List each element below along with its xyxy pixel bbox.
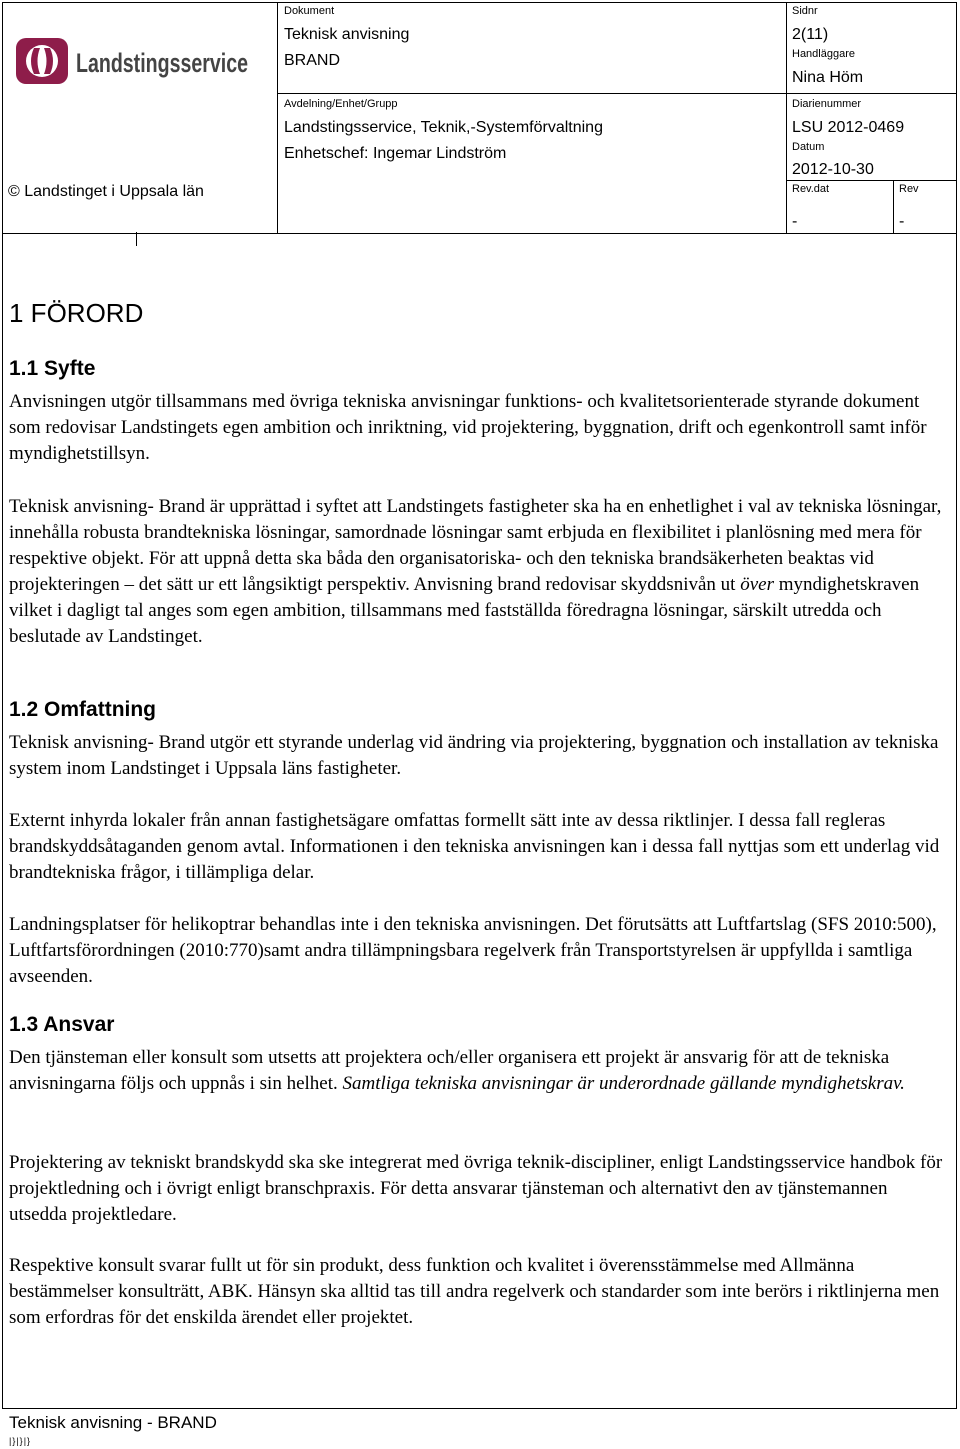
revision-value: - [899, 213, 905, 230]
paragraph: Landningsplatser för helikoptrar behandlas inte i den tekniska anvisningen. Det förutsätts att Luftfartslag (SFS 2010:500), Luftfartsförordningen (2010:770)samt andra tillämpningsbara regelverk från Transportstyrelsen är uppfyllda i samtliga avseenden. [9, 914, 937, 987]
header-divider [893, 180, 894, 234]
paragraph: Anvisningen utgör tillsammans med övriga tekniska anvisningar funktions- och kvalitetsorienterade styrande dokument som redovisar Landstingets egen ambition och inriktning, vid projektering, byggnation, drift och egenkontroll samt inför myndighetstillsyn. [9, 391, 927, 464]
unit-head: Enhetschef: Ingemar Lindström [284, 145, 507, 162]
unit-value: Landstingsservice, Teknik,-Systemförvaltning [284, 119, 603, 136]
paragraph: Externt inhyrda lokaler från annan fastighetsägare omfattas formellt sätt inte av dessa riktlinjer. I dessa fall regleras brandskyddsåtaganden genom avtal. Informationen i den tekniska anvisningen kan i dessa fall nyttjas som ett underlag vid brandtekniska frågor, i tillämpliga delar. [9, 810, 940, 883]
section-heading-omfattning: 1.2 Omfattning [9, 698, 157, 721]
diary-number-label: Diarienummer [792, 98, 862, 110]
paragraph: Teknisk anvisning- Brand utgör ett styrande underlag vid ändring via projektering, byggnation och installation av tekniska system inom Landstinget i Uppsala läns fastigheter. [9, 732, 939, 779]
revision-date-label: Rev.dat [792, 183, 830, 195]
paragraph: Respektive konsult svarar fullt ut för sin produkt, dess funktion och kvalitet i överensstämmelse med Allmänna bestämmelser konsulträtt, ABK. Hänsyn ska alltid tas till andra regelverk och standarder som inte berörs i riktlinjerna men som erfordras för det enskilda ärendet eller projektet. [9, 1255, 940, 1328]
footer-title: Teknisk anvisning - BRAND [9, 1413, 217, 1432]
copyright-text: © Landstinget i Uppsala län [8, 183, 204, 200]
header-divider [277, 2, 278, 234]
chapter-heading: 1 FÖRORD [9, 298, 144, 328]
document-subtitle: BRAND [284, 52, 341, 69]
document-label: Dokument [284, 5, 335, 17]
header-divider [277, 93, 957, 94]
revision-date-value: - [792, 213, 798, 230]
document-title: Teknisk anvisning [284, 26, 410, 43]
section-heading-syfte: 1.1 Syfte [9, 357, 96, 380]
section-heading-ansvar: 1.3 Ansvar [9, 1013, 115, 1036]
date-label: Datum [792, 141, 825, 153]
revision-label: Rev [899, 183, 919, 195]
svg-text:Landstingsservice: Landstingsservice [76, 48, 248, 78]
page-number-value: 2(11) [792, 26, 829, 43]
page-number-label: Sidnr [792, 5, 818, 17]
paragraph: Den tjänsteman eller konsult som utsetts att projektera och/eller organisera ett projekt är ansvarig för att de tekniska anvisningarna följs och uppnås i sin helhet. Samtliga tekniska anvisningar är underordnade gällande myndighetskrav. [9, 1047, 905, 1094]
paragraph: Teknisk anvisning- Brand är upprättad i syftet att Landstingets fastigheter ska ha en enhetlighet i val av tekniska lösningar, innehålla robusta brandtekniska lösningar, samordnade lösningar samt erbjuda en flexibilitet i planlösning med mera för respektive objekt. För att uppnå detta ska båda den organisatoriska- och den tekniska brandsäkerheten beaktas vid projekteringen – det sätt ur ett långsiktigt perspektiv. Anvisning brand redovisar skyddsnivån ut över myndighetskraven vilket i dagligt tal anges som egen ambition, tillsammans med fastställda föredragna lösningar, särskilt utredda och beslutade av Landstinget. [9, 496, 942, 647]
header-divider [786, 180, 957, 181]
diary-number-value: LSU 2012-0469 [792, 119, 905, 136]
date-value: 2012-10-30 [792, 161, 874, 178]
unit-label: Avdelning/Enhet/Grupp [284, 98, 398, 110]
landstingsservice-logo [14, 34, 254, 90]
paragraph: Projektering av tekniskt brandskydd ska ske integrerat med övriga teknik-discipliner, enligt Landstingsservice handbok för projektledning och i övrigt enligt branschpraxis. För detta ansvarar tjänsteman och alternativt den av tjänstemannen utsedda projektledare. [9, 1152, 943, 1225]
footer-code: |}|}|} [9, 1436, 32, 1446]
handler-label: Handläggare [792, 48, 855, 60]
header-divider [786, 2, 787, 234]
handler-value: Nina Höm [792, 69, 864, 86]
